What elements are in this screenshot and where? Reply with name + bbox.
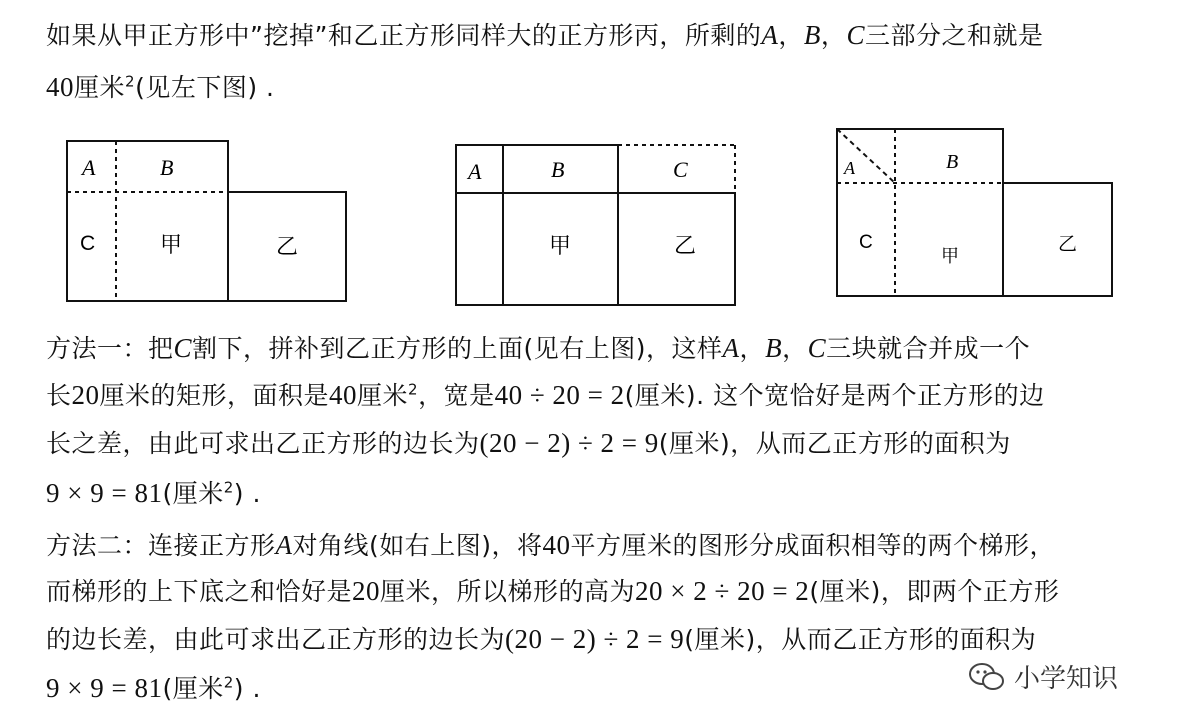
- mid-label-B: B: [551, 157, 565, 182]
- intro-line-2: 40厘米$^2$(见左下图) .: [46, 72, 275, 102]
- mid-label-jia: 甲: [549, 234, 572, 259]
- mid-label-A: A: [468, 159, 482, 184]
- right-square-jia-outline: [837, 129, 1003, 296]
- method2-line-1: 方法二：连接正方形A对角线(如右上图)，将40平方厘米的图形分成面积相等的两个梯形，: [46, 530, 1056, 560]
- method1-line-1: 方法一：把C割下，拼补到乙正方形的上面(见右上图)，这样A，B，C三块就合并成一个: [46, 333, 1031, 363]
- intro-line-1: 如果从甲正方形中”挖掉”和乙正方形同样大的正方形丙，所剩的A，B，C三部分之和就是: [46, 20, 1044, 50]
- right-label-jia: 甲: [941, 246, 959, 267]
- mid-label-yi: 乙: [674, 234, 697, 259]
- left-label-jia: 甲: [160, 233, 183, 258]
- right-label-A: A: [844, 158, 855, 178]
- mid-label-C: C: [673, 157, 688, 182]
- method2-line-3: 的边长差，由此可求出乙正方形的边长为(20 − 2) ÷ 2 = 9(厘米)，从而乙正方形的面积为: [46, 624, 1037, 654]
- method1-line-3: 长之差，由此可求出乙正方形的边长为(20 − 2) ÷ 2 = 9(厘米)，从而乙正方形的面积为: [46, 428, 1011, 458]
- watermark: [968, 658, 1118, 695]
- left-label-C: C: [80, 232, 96, 255]
- left-label-A: A: [82, 155, 96, 180]
- method2-line-2: 而梯形的上下底之和恰好是20厘米，所以梯形的高为20 × 2 ÷ 20 = 2(厘米)，即两个正方形: [46, 576, 1060, 606]
- figure-mid: [456, 145, 735, 305]
- figure-left: [67, 141, 346, 301]
- left-label-yi: 乙: [276, 235, 299, 260]
- figure-right: [837, 129, 1112, 296]
- wechat-icon: [968, 661, 1006, 693]
- method2-line-4: 9 × 9 = 81(厘米$^2$) .: [46, 673, 261, 703]
- method1-line-2: 长20厘米的矩形，面积是40厘米$^2$，宽是40 ÷ 20 = 2(厘米). 这个宽恰好是两个正方形的边: [46, 380, 1045, 410]
- right-label-C: C: [859, 232, 873, 253]
- left-label-B: B: [160, 155, 174, 180]
- method1-line-4: 9 × 9 = 81(厘米$^2$) .: [46, 478, 261, 508]
- right-label-yi: 乙: [1058, 233, 1078, 255]
- watermark-text: 小学知识: [1014, 664, 1119, 694]
- right-label-B: B: [946, 151, 959, 173]
